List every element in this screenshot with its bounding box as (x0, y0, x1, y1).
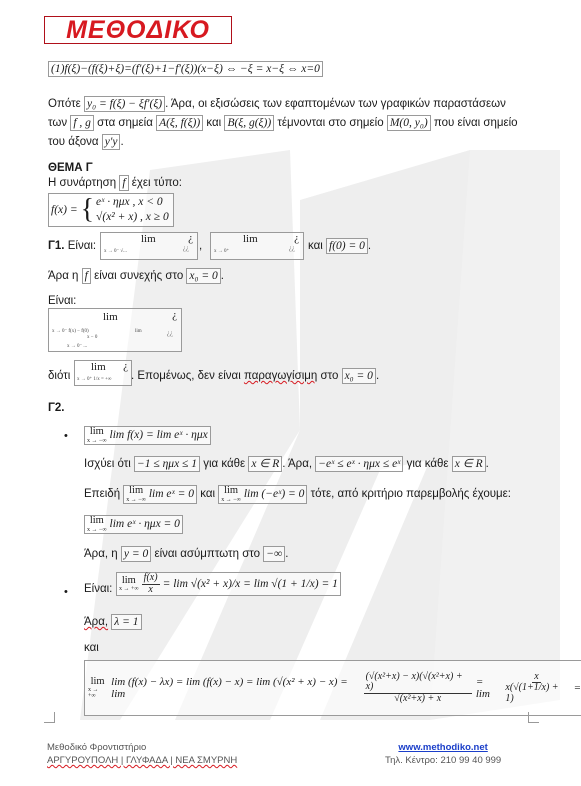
text-segment: για κάθε (203, 458, 246, 470)
limit-right-box (210, 232, 304, 260)
text-segment: έχει τύπο: (131, 177, 182, 189)
lim-word: lim (91, 361, 106, 373)
glyph: ¿ (188, 232, 193, 244)
text-segment: στο (320, 370, 339, 382)
lim-formula: lim f(x) = lim eˣ · ημx (109, 429, 208, 441)
text-segment: Επειδή (84, 487, 121, 500)
tiny-text: x → 0⁻ ... (67, 344, 88, 349)
lim-formula: lim (−eˣ) = 0 (243, 487, 305, 500)
squeeze-result-formula: lim x → −∞ lim eˣ · ημx = 0 (84, 515, 183, 534)
text-segment: των (48, 117, 68, 129)
g2-line5 (84, 546, 288, 564)
brand-logo-text: ΜΕΘΟΔΙΚΟ (66, 15, 210, 44)
fx-label: f(x) = (51, 203, 78, 216)
lim-word: lim (103, 311, 118, 323)
text-segment: . (485, 458, 489, 470)
glyph: ¿¿ (182, 244, 189, 252)
tiny-text: x → 0⁻ √... (104, 249, 127, 254)
intercept-limit-formula: lim x → +∞ lim (f(x) − λx) = lim (f(x) − x) = lim (√(x² + x) − x) = lim $\frac{\text{(√(x²+x) − x)(√(x²+x) + x)}}{\text{√(x²+x) + x}}$ = lim $\frac{x}{x(√(1+1/x) + 1)}$ = (84, 660, 581, 716)
g2-line3 (84, 485, 511, 504)
text-segment: τέμνονται στο σημείο (277, 117, 384, 129)
lim-formula: lim eˣ = 0 (148, 487, 195, 500)
x0-formula: x₀ = 0 (342, 368, 376, 384)
continuity-line (48, 268, 224, 286)
g1-f0-line (308, 238, 371, 256)
function-intro (48, 175, 182, 193)
footer-website-link[interactable]: www.methodiko.net (398, 742, 488, 753)
text-segment: και (84, 642, 99, 654)
asymptote-formula: y = 0 (121, 546, 151, 562)
tiny-text: x → 0⁻ f(x) − f(0) (52, 329, 89, 334)
f-symbol: f (82, 268, 91, 284)
limit-left-box (100, 232, 198, 260)
text-segment: . (367, 240, 372, 252)
footer-locations: ΑΡΓΥΡΟΥΠΟΛΗ | ΓΛΥΦΑΔΑ | ΝΕΑ ΣΜΥΡΝΗ (47, 754, 238, 766)
g2-line2 (84, 456, 489, 474)
glyph: ¿¿ (288, 244, 295, 252)
f-symbol: f (119, 175, 128, 191)
text-segment: Άρα, (84, 616, 109, 628)
x-in-r-formula: x ∈ R (248, 456, 282, 472)
text-segment: για κάθε (406, 458, 449, 470)
text-segment: . (120, 136, 124, 148)
lim-under: x → −∞ (126, 496, 146, 503)
text-segment: Άρα, η (84, 548, 118, 560)
footer-phone: Τηλ. Κέντρο: 210 99 40 999 (385, 754, 502, 766)
bullet-icon: • (64, 430, 68, 442)
g1-line (48, 238, 96, 256)
piecewise-definition (48, 193, 174, 227)
point-b-formula: B(ξ, g(ξ)) (224, 115, 274, 131)
tiny-text: x − 0 (87, 335, 98, 340)
y0-formula: y₀ = f(ξ) − ξf′(ξ) (84, 96, 165, 112)
text-segment: διότι (48, 370, 71, 382)
case-nonnegative: √(x² + x) , x ≥ 0 (96, 210, 169, 223)
text-segment: . Επομένως, δεν είναι (131, 370, 241, 382)
squeeze-bounds-formula: −eˣ ≤ eˣ · ημx ≤ eˣ (315, 456, 403, 472)
g2-limit-box (84, 425, 211, 445)
lim-under: x → −∞ (87, 437, 107, 444)
lim-under: x → +∞ (119, 586, 139, 593)
crop-mark (44, 712, 55, 723)
text-segment: στα σημεία (97, 117, 153, 129)
text-segment: και (308, 240, 323, 252)
point-a-formula: A(ξ, f(ξ)) (156, 115, 203, 131)
g2-line4 (84, 514, 183, 534)
text-segment: του άξονα (48, 136, 99, 148)
lim-stack: lim x → −∞ (87, 426, 107, 444)
lim-under: x → −∞ (87, 526, 107, 533)
differentiability-line (131, 368, 379, 386)
x-in-r-formula: x ∈ R (452, 456, 486, 472)
glyph: ¿¿ (166, 329, 173, 337)
text-segment: . Άρα, (282, 458, 313, 470)
piecewise-cases (96, 195, 169, 225)
sine-bounds-formula: −1 ≤ ημx ≤ 1 (134, 456, 200, 472)
text-segment: και (200, 487, 216, 500)
lim-under: x → −∞ (221, 496, 241, 503)
top-paragraph-line1 (48, 96, 506, 114)
lim-formula: lim (f(x) − λx) = lim (f(x) − x) = lim (√(x² + x) − x) = lim (111, 676, 348, 700)
lambda-line (84, 614, 142, 632)
lim-exp-formula: lim x → −∞ lim eˣ = 0 (123, 485, 197, 504)
text-segment: . Άρα, οι εξισώσεις των εφαπτομένων των γραφικών παραστάσεων (165, 98, 506, 110)
left-brace: { (80, 194, 95, 226)
derivative-limit-box (48, 308, 182, 352)
lim-under: x → +∞ (88, 687, 99, 700)
g2-limit-formula (84, 426, 211, 445)
tiny-text: x → 0⁺ 1/x = +∞ (77, 377, 112, 382)
comma: , (199, 240, 203, 252)
lambda-formula: λ = 1 (111, 614, 141, 630)
lim-word: lim (141, 233, 156, 245)
slope-limit-formula: lim x → +∞ $\frac{f(x)}{x}$ = lim √(x² + x)/x = lim √(1 + 1/x) = 1 (116, 572, 341, 596)
glyph: ¿ (294, 232, 299, 244)
footer-school-name: Μεθοδικό Φροντιστήριο (47, 742, 147, 753)
text-segment: Είναι: (67, 240, 97, 252)
one-over-x-limit-box (74, 360, 132, 386)
text-segment: Άρα η (48, 270, 79, 282)
text-segment: . (375, 370, 380, 382)
text-segment: Είναι: (48, 295, 77, 307)
g2-bullet2 (84, 581, 112, 599)
yy-axis-formula: y′y (102, 134, 121, 150)
lim-formula: = lim √(x² + x)/x = lim √(1 + 1/x) = 1 (162, 577, 338, 590)
lim-neg-exp-formula: lim x → −∞ lim (−eˣ) = 0 (218, 485, 307, 504)
footer-right (385, 742, 501, 768)
text-segment: Ισχύει ότι (84, 458, 131, 470)
text-segment: τότε, από κριτήριο παρεμβολής έχουμε: (310, 487, 511, 500)
brand-logo (44, 16, 232, 44)
slope-limit-box (116, 572, 341, 596)
f0-formula: f(0) = 0 (326, 238, 368, 254)
text-segment: Οπότε (48, 98, 81, 110)
glyph: ¿ (123, 360, 128, 372)
point-m-formula: M(0, y₀) (387, 115, 431, 131)
text-segment: που είναι σημείο (433, 117, 518, 129)
section-heading: ΘΕΜΑ Γ (48, 162, 93, 174)
tiny-text: x → 0⁺ (214, 249, 230, 254)
crop-mark (528, 712, 539, 723)
top-equation-line (48, 61, 323, 79)
text-segment: Είναι: (84, 583, 113, 595)
top-paragraph-line3 (48, 134, 124, 152)
case-negative: eˣ · ημx , x < 0 (96, 196, 163, 208)
text-segment: είναι συνεχής στο (94, 270, 184, 282)
text-segment: . (220, 270, 224, 282)
g2-label: Γ2. (48, 402, 65, 414)
top-equation: (1)f(ξ)−(f(ξ)+ξ)=(f′(ξ)+1−f′(ξ))(x−ξ) ⇔ −ξ = x−ξ ⇔ x=0 (48, 61, 323, 77)
x0-formula: x₀ = 0 (186, 268, 220, 284)
text-segment: Η συνάρτηση (48, 177, 117, 189)
lim-formula: lim eˣ · ημx = 0 (109, 518, 180, 530)
footer-left (47, 742, 237, 768)
tiny-text: lim (135, 329, 142, 334)
lim-word: lim (243, 233, 258, 245)
top-paragraph-line2 (48, 115, 518, 133)
minus-infinity-formula: −∞ (263, 546, 285, 562)
bullet-icon: • (64, 586, 68, 598)
text-segment: παραγωγίσιμη (243, 370, 318, 382)
glyph: ¿ (172, 309, 177, 321)
text-segment: . (285, 548, 289, 560)
text-segment: είναι ασύμπτωτη στο (154, 548, 261, 560)
g1-label: Γ1. (48, 240, 65, 252)
text-segment: και (206, 117, 222, 129)
fg-formula: f , g (70, 115, 94, 131)
